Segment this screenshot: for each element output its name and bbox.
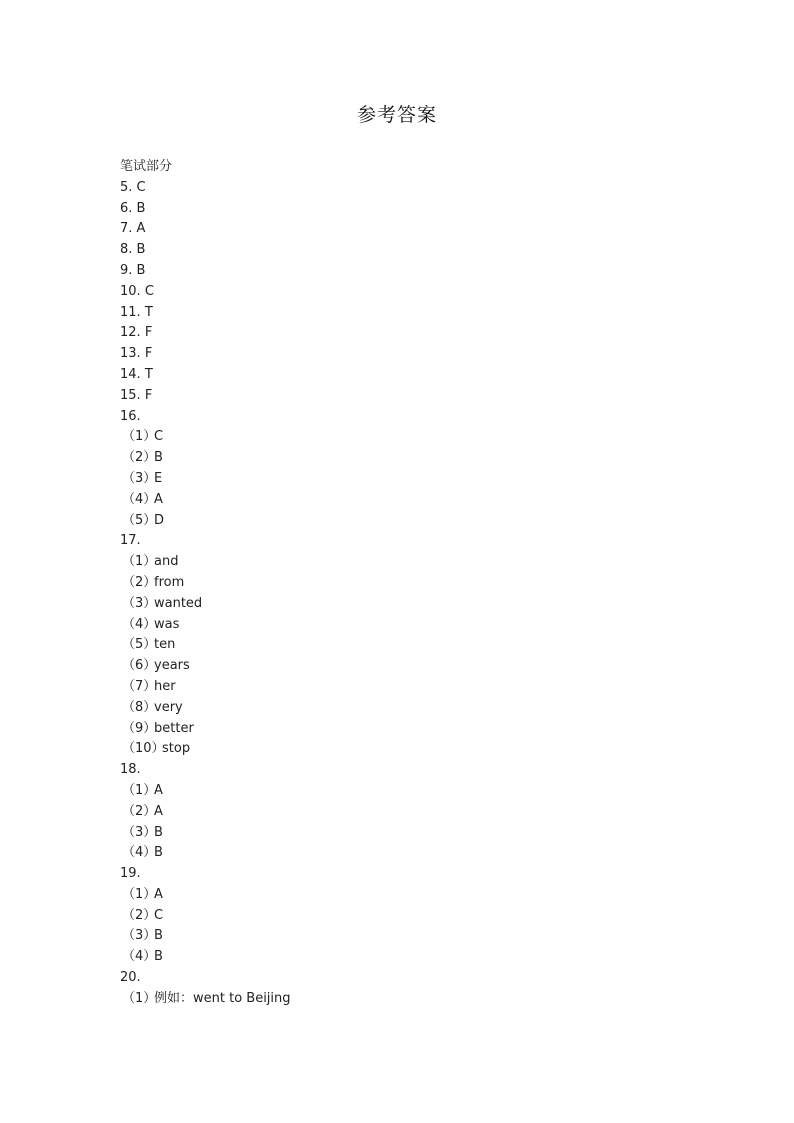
question-number: 8. xyxy=(120,242,133,258)
sub-question-number: （3） xyxy=(122,928,157,944)
answer-value: F xyxy=(144,387,153,403)
sub-answer-line xyxy=(120,677,720,698)
sub-answer-line xyxy=(120,926,720,947)
sub-question-number: （1） xyxy=(122,990,157,1006)
sub-question-number: （1） xyxy=(122,886,157,902)
sub-question-number: （6） xyxy=(122,658,157,674)
sub-question-number: （9） xyxy=(122,720,157,736)
sub-answer-value: C xyxy=(154,429,164,445)
sub-answer-value: years xyxy=(154,658,190,674)
sub-answer-line xyxy=(120,448,720,469)
answer-value: B xyxy=(136,242,146,258)
answer-value: B xyxy=(136,200,146,216)
answer-line xyxy=(120,386,720,407)
answer-value: T xyxy=(144,304,153,320)
question-group-number: 16. xyxy=(120,408,141,424)
answer-line xyxy=(120,261,720,282)
sub-answer-value: her xyxy=(154,678,176,694)
sub-answer-line xyxy=(120,594,720,615)
sub-answer-value: B xyxy=(154,824,163,840)
sub-answer-value: A xyxy=(154,886,163,902)
answer-value: C xyxy=(144,283,154,299)
sub-question-number: （4） xyxy=(122,491,157,507)
question-group-number: 17. xyxy=(120,533,141,549)
section-title: 笔试部分 xyxy=(120,159,173,174)
sub-answer-line xyxy=(120,719,720,740)
answer-value: A xyxy=(136,221,146,237)
sub-answer-value: B xyxy=(154,949,163,965)
sub-answer-value: A xyxy=(154,803,163,819)
sub-answer-line xyxy=(120,427,720,448)
sub-answer-value: from xyxy=(154,574,185,590)
question-number: 13. xyxy=(120,346,141,362)
sub-answer-line xyxy=(120,490,720,511)
sub-answer-line xyxy=(120,885,720,906)
sub-answer-value: D xyxy=(154,512,165,528)
answer-line xyxy=(120,240,720,261)
sub-answer-line xyxy=(120,635,720,656)
sub-answer-value: E xyxy=(154,470,163,486)
sub-answer-line xyxy=(120,989,720,1010)
sub-question-number: （5） xyxy=(122,637,157,653)
question-group-number: 18. xyxy=(120,762,141,778)
sub-answer-value: B xyxy=(154,450,163,466)
answer-value: C xyxy=(136,179,146,195)
question-number: 10. xyxy=(120,283,141,299)
question-number: 9. xyxy=(120,262,133,278)
sub-answer-value: B xyxy=(154,845,163,861)
sub-question-number: （4） xyxy=(122,616,157,632)
sub-answer-line xyxy=(120,802,720,823)
sub-question-number: （2） xyxy=(122,450,157,466)
sub-answer-value: was xyxy=(154,616,180,632)
sub-answer-line xyxy=(120,656,720,677)
sub-question-number: （5） xyxy=(122,512,157,528)
sub-answer-value: A xyxy=(154,491,163,507)
sub-answer-value: very xyxy=(154,699,183,715)
sub-question-number: （4） xyxy=(122,949,157,965)
answer-value: F xyxy=(144,346,153,362)
sub-answer-line xyxy=(120,552,720,573)
question-number: 15. xyxy=(120,387,141,403)
sub-question-number: （8） xyxy=(122,699,157,715)
sub-answer-line xyxy=(120,739,720,760)
question-group-number: 19. xyxy=(120,866,141,882)
question-number: 6. xyxy=(120,200,133,216)
sub-answer-value: 例如：went to Beijing xyxy=(154,990,291,1006)
sub-answer-line xyxy=(120,511,720,532)
answer-line xyxy=(120,178,720,199)
question-number: 7. xyxy=(120,221,133,237)
sub-question-number: （3） xyxy=(122,824,157,840)
sub-answer-value: B xyxy=(154,928,163,944)
answer-line xyxy=(120,219,720,240)
answer-list xyxy=(120,157,720,1010)
answer-line xyxy=(120,344,720,365)
sub-answer-value: ten xyxy=(154,637,176,653)
sub-answer-value: stop xyxy=(162,741,191,757)
question-number: 12. xyxy=(120,325,141,341)
sub-answer-value: wanted xyxy=(154,595,203,611)
sub-answer-value: better xyxy=(154,720,194,736)
sub-answer-line xyxy=(120,843,720,864)
page-title: 参考答案 xyxy=(356,104,437,126)
sub-question-number: （10） xyxy=(122,741,165,757)
answer-line xyxy=(120,323,720,344)
answer-value: F xyxy=(144,325,153,341)
sub-answer-line xyxy=(120,615,720,636)
sub-question-number: （1） xyxy=(122,429,157,445)
sub-question-number: （1） xyxy=(122,554,157,570)
question-number: 5. xyxy=(120,179,133,195)
question-number: 11. xyxy=(120,304,141,320)
question-number: 14. xyxy=(120,366,141,382)
answer-line xyxy=(120,199,720,220)
answer-line xyxy=(120,303,720,324)
answer-line xyxy=(120,365,720,386)
sub-question-number: （2） xyxy=(122,803,157,819)
sub-question-number: （2） xyxy=(122,574,157,590)
answer-value: B xyxy=(136,262,146,278)
sub-question-number: （7） xyxy=(122,678,157,694)
sub-answer-value: A xyxy=(154,782,163,798)
sub-answer-line xyxy=(120,823,720,844)
sub-question-number: （1） xyxy=(122,782,157,798)
sub-question-number: （3） xyxy=(122,595,157,611)
sub-answer-line xyxy=(120,698,720,719)
sub-answer-line xyxy=(120,781,720,802)
answer-line xyxy=(120,282,720,303)
answer-value: T xyxy=(144,366,153,382)
sub-question-number: （3） xyxy=(122,470,157,486)
question-group-number: 20. xyxy=(120,970,141,986)
sub-answer-value: and xyxy=(154,554,179,570)
sub-answer-value: C xyxy=(154,907,164,923)
sub-answer-line xyxy=(120,469,720,490)
sub-answer-line xyxy=(120,906,720,927)
sub-question-number: （2） xyxy=(122,907,157,923)
sub-answer-line xyxy=(120,947,720,968)
sub-answer-line xyxy=(120,573,720,594)
sub-question-number: （4） xyxy=(122,845,157,861)
